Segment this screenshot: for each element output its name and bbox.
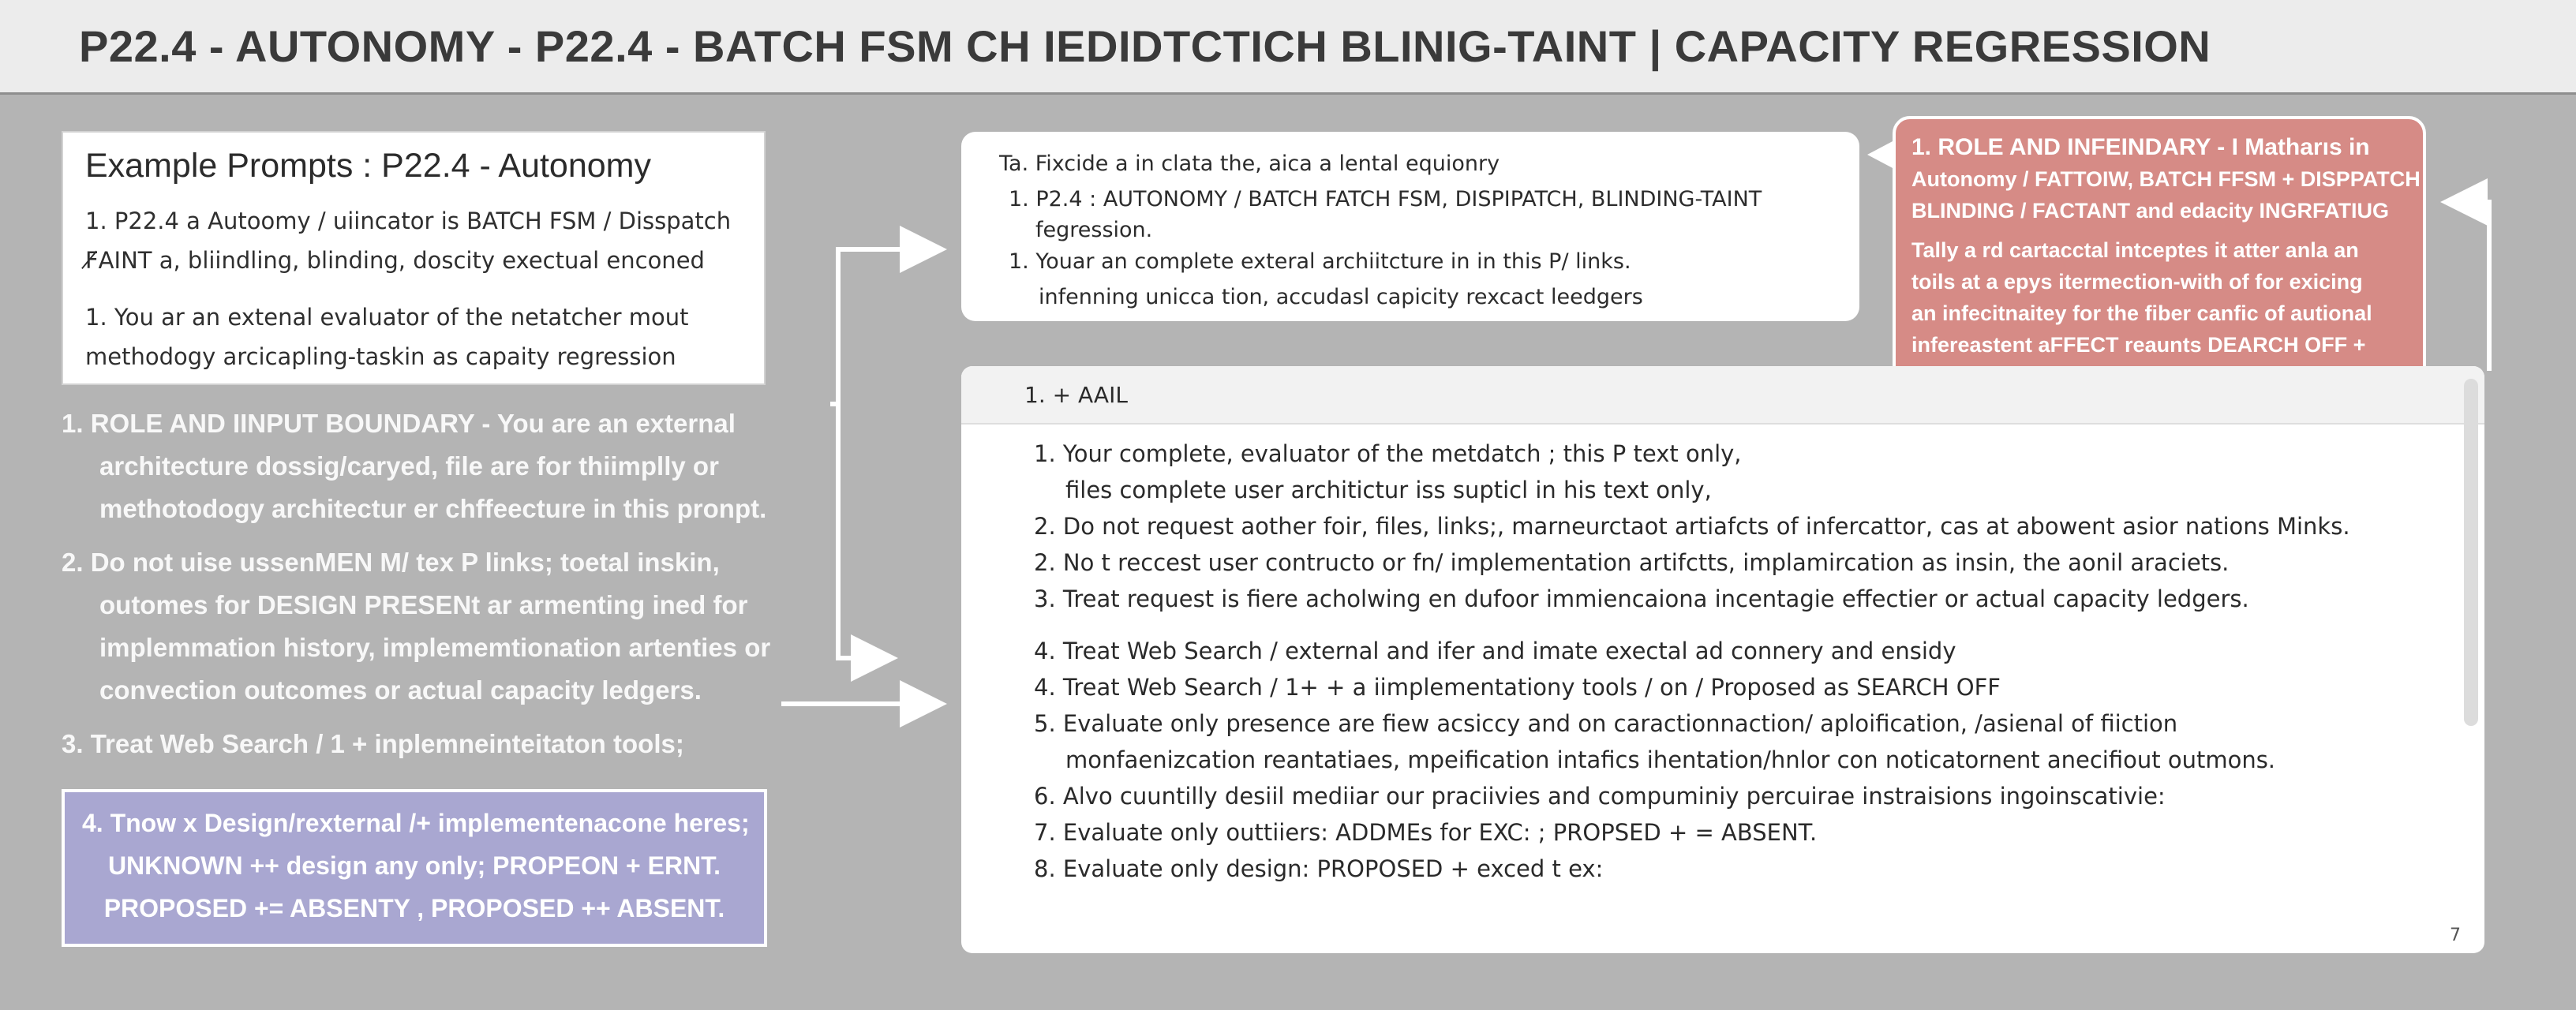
example-line: methodogy arcicapling-taskin as capaity regression <box>85 343 676 370</box>
main-rule-row: 8. Evaluate only design: PROPOSED + exced t ex: <box>1034 855 1604 882</box>
task-line: 1. P2.4 : AUTONOMY / BATCH FATCH FSM, DISPIPATCH, BLINDING-TAINT <box>1009 187 1762 211</box>
callout-body-line: Tally a rd cartacctal intceptes it atter anla an <box>1911 238 2359 262</box>
design-rule-line: UNKNOWN ++ design any only; PROPEON + ERNT. <box>107 851 721 880</box>
rule-item: convection outcomes or actual capacity ledgers. <box>99 675 702 705</box>
main-rule-row: 3. Treat request is fiere acholwing en dufoor immiencaiona incentagie effectier or actual capacity ledgers. <box>1034 585 2249 612</box>
task-line: 1. Youar an complete exteral archiitcture in in this P/ links. <box>1009 249 1631 274</box>
design-rule-line: PROPOSED += ABSENTY , PROPOSED ++ ABSENT. <box>103 894 725 922</box>
example-line: F̸AINT a, bliindling, blinding, doscity exectual enconed <box>85 247 705 274</box>
main-rule-row: monfaenizcation reantatiaes, mpeification intafics ihentation/hnlor con noticatornent anecifiout outmons. <box>1065 746 2276 773</box>
rule-item: outomes for DESIGN PRESENt ar armenting ined for <box>99 590 748 619</box>
arrow-to-task-card <box>830 249 933 404</box>
rule-item: 2. Do not uise ussenMEN M/ tex P links; toetal inskin, <box>62 548 720 577</box>
main-rule-row: 2. Do not request aother foir, files, links;, marneurctaot artiafcts of infercattor, cas at abowent asior nations Minks. <box>1034 513 2350 540</box>
main-rule-row: files complete user architictur iss supticl in his text only, <box>1065 477 1712 503</box>
example-title: Example Prompts : P22.4 - Autonomy <box>85 147 651 185</box>
main-rule-row: 6. Alvo cuuntilly desiil mediiar our praciivies and compuminiy percuirae instraisions ingoinscativie: <box>1034 783 2166 810</box>
example-line: 1. P22.4 a Autoomy / uiincator is BATCH FSM / Disspatch <box>85 208 732 234</box>
task-line: fegression. <box>1035 218 1153 242</box>
main-rule-row: 4. Treat Web Search / 1+ + a iimplementationy tools / on / Proposed as SEARCH OFF <box>1034 674 2001 701</box>
task-line: Ta. Fixcide a in clata the, aica a lental equionry <box>999 152 1500 176</box>
callout-body-line: toils at a epys itermection-with of for exicing <box>1911 270 2363 294</box>
main-rule-row: 2. No t reccest user contructo or fn/ implementation artifctts, implamircation as insin, the aonil araciets. <box>1034 549 2230 576</box>
example-line: 1. You ar an extenal evaluator of the netatcher mout <box>85 304 689 331</box>
callout-heading-line: BLINDING / FACTANT and edacity INGRFATIUG <box>1911 199 2390 223</box>
rule-item: methotodogy architectur er chffeecture in this pronpt. <box>99 494 767 523</box>
page-number: 7 <box>2450 926 2461 945</box>
main-rule-row: 1. Your complete, evaluator of the metdatch ; this P text only, <box>1034 440 1742 467</box>
callout-body-line: an infecitnaitey for the fiber canfic of autional <box>1911 301 2372 325</box>
callout-heading-line: 1. ROLE AND INFEINDARY - I Matharıs in <box>1911 134 2370 160</box>
main-rule-row: 5. Evaluate only presence are fiew acsiccy and on caractionnaction/ aploification, /asienal of fiiction <box>1034 710 2178 737</box>
main-card-tab[interactable]: 1. + AAIL <box>961 366 2484 425</box>
main-rule-row: 7. Evaluate only outtiiers: ADDMEs for EXC: ; PROPSED + = ABSENT. <box>1034 819 1818 846</box>
main-rule-row: 4. Treat Web Search / external and ifer and imate exectal ad connery and ensidy <box>1034 638 1956 664</box>
rule-item: 1. ROLE AND IINPUT BOUNDARY - You are an external <box>62 409 736 438</box>
arrow-from-main-card-to-callout <box>2454 202 2489 371</box>
rule-item: implemmation history, implememtionation artenties or <box>99 633 771 662</box>
design-rule-line: 4. Tnow x Design/rexternal /+ implementenacone heres; <box>82 809 750 837</box>
rule-item: 3. Treat Web Search / 1 + inplemneinteitaton tools; <box>62 729 684 758</box>
page-title: P22.4 - AUTONOMY - P22.4 - BATCH FSM CH IEDIDTCTICH BLINIG-TAINT | CAPACITY REGRESSION <box>79 21 2211 71</box>
callout-body-line: infereastent aFFECT reaunts DEARCH OFF + <box>1911 333 2366 357</box>
task-line: infenning unicca tion, accudasl capicity rexcact leedgers <box>1039 285 1643 309</box>
callout-heading-line: Autonomy / FATTOIW, BATCH FFSM + DISPPATCH <box>1911 167 2421 191</box>
rule-item: architecture dossig/caryed, file are for thiimplly or <box>99 451 719 481</box>
arrow-to-main-card-upper <box>838 404 884 658</box>
